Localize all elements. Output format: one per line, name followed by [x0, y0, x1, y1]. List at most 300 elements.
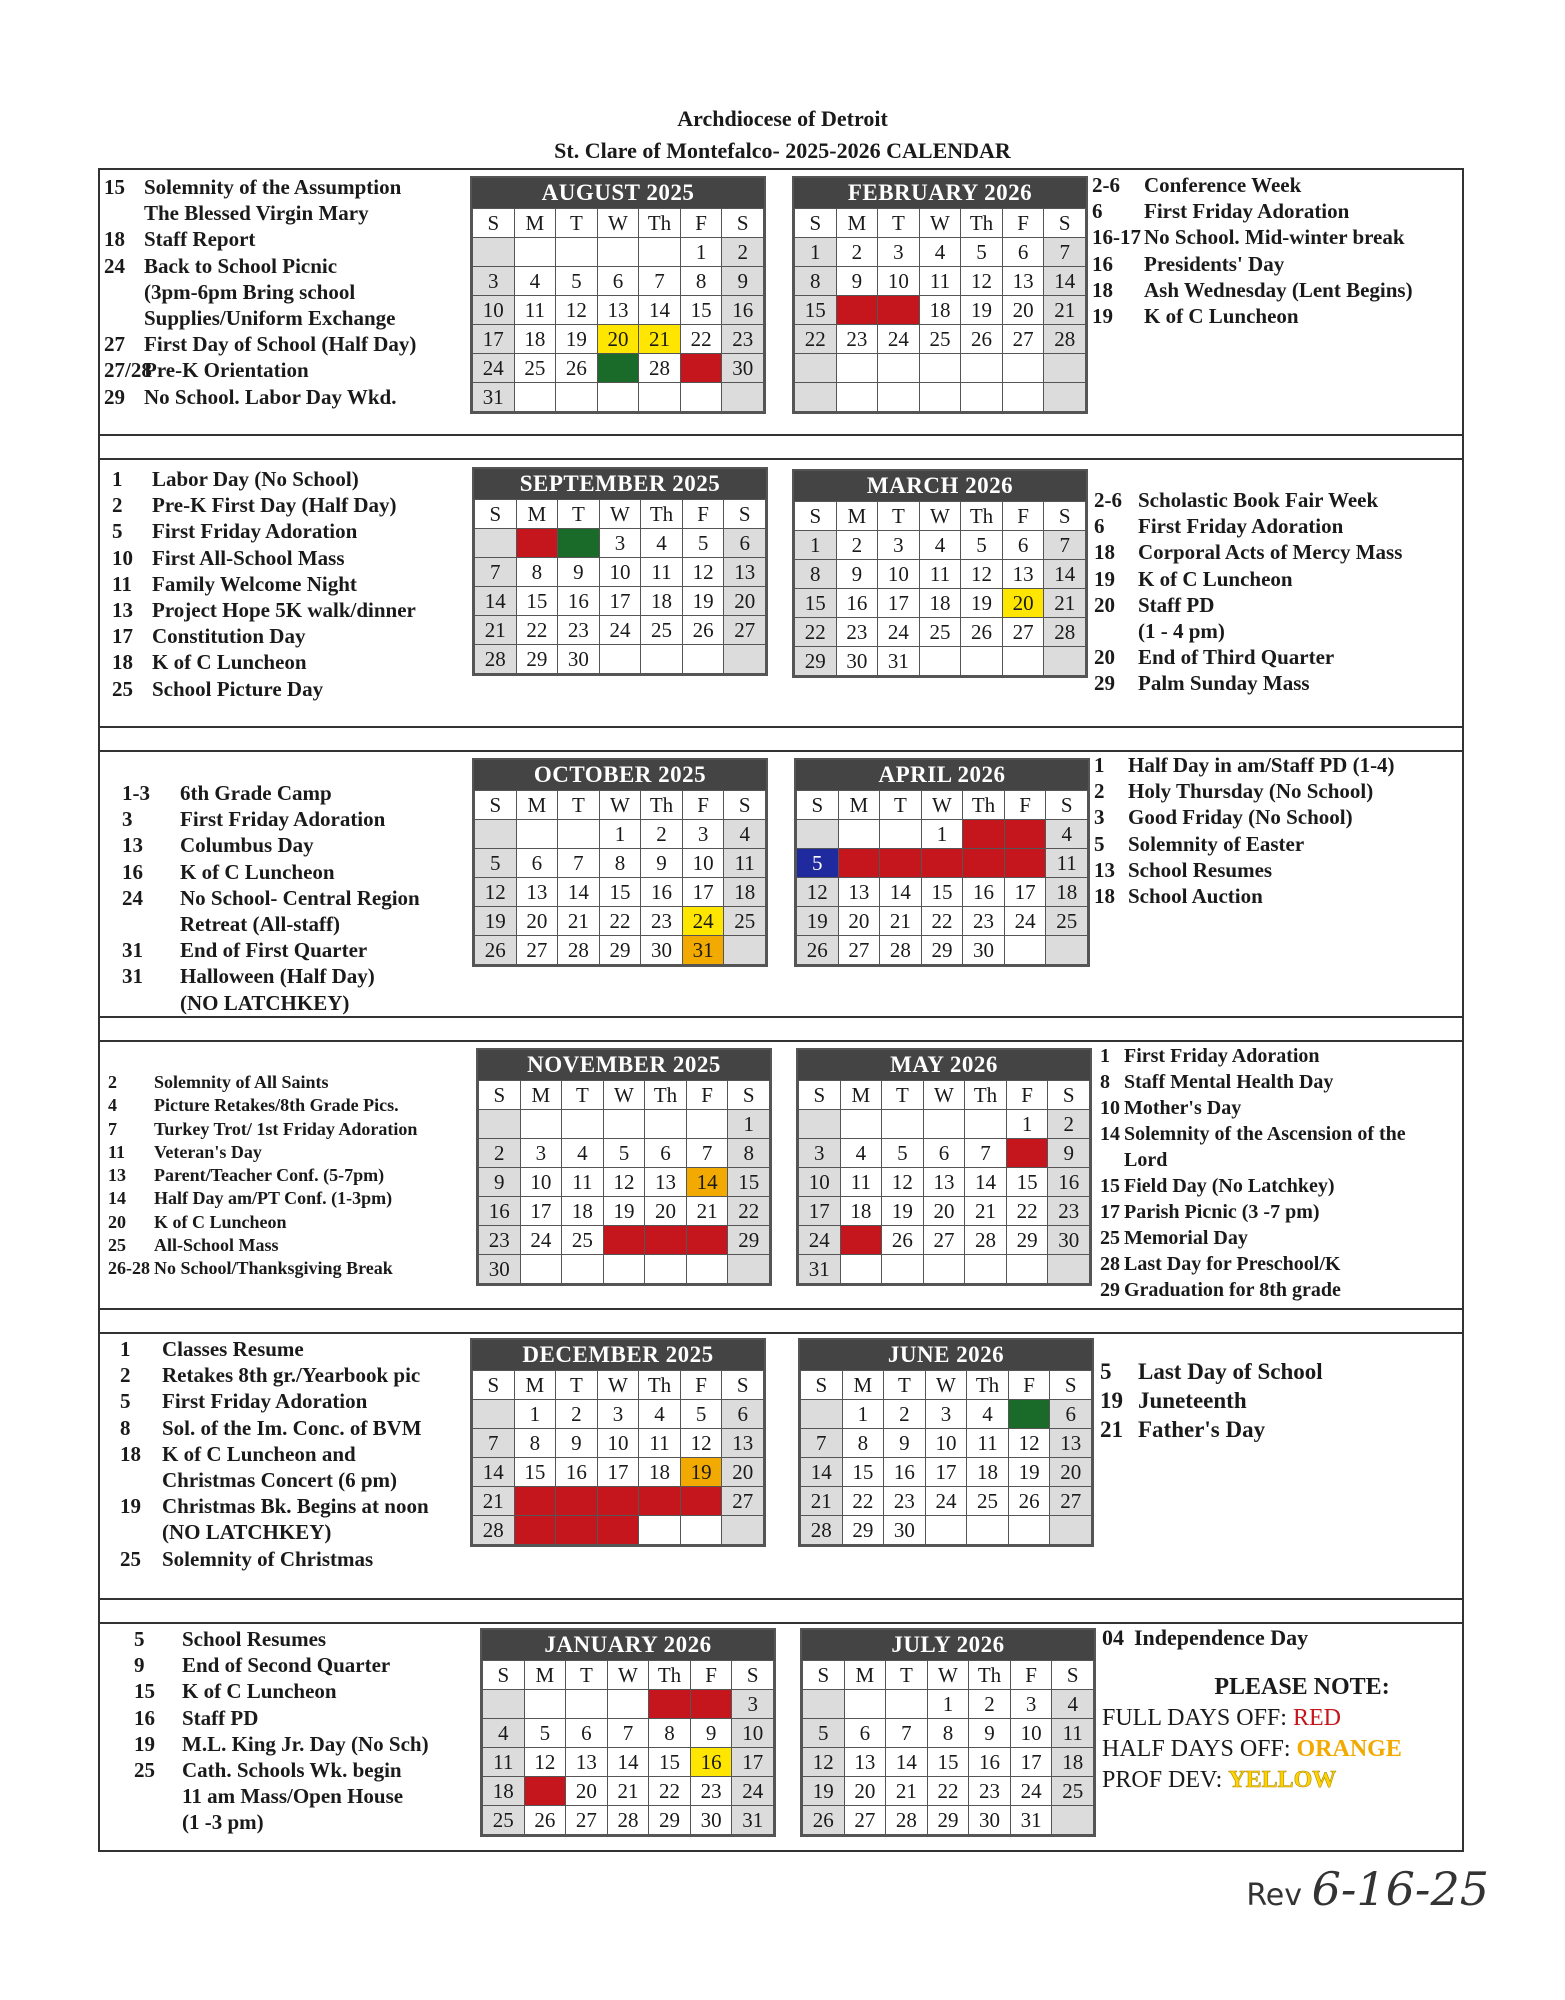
weekday-header: S	[722, 209, 764, 238]
event-item	[1094, 513, 1460, 539]
week-row	[479, 1139, 770, 1168]
event-item	[1100, 1147, 1462, 1173]
day-cell: 1	[927, 1690, 969, 1719]
day-cell: 31	[799, 1255, 841, 1284]
event-date: 27/28	[104, 358, 152, 383]
event-date: 31	[122, 938, 143, 963]
event-text: Half Day am/PT Conf. (1-3pm)	[154, 1188, 393, 1209]
event-item	[1100, 1386, 1460, 1415]
day-cell: 6	[1050, 1400, 1092, 1429]
weekday-header: T	[880, 791, 922, 820]
day-cell: 16	[1048, 1168, 1090, 1197]
event-date: 7	[108, 1118, 117, 1139]
day-cell	[878, 354, 920, 383]
event-item	[134, 1809, 474, 1835]
day-cell: 20	[645, 1197, 687, 1226]
event-date: 25	[112, 676, 133, 701]
month-calendar	[792, 176, 1088, 414]
day-cell: 12	[961, 267, 1003, 296]
weekday-header: S	[473, 209, 515, 238]
weekday-header: T	[886, 1661, 928, 1690]
day-cell: 18	[1052, 1748, 1094, 1777]
weekday-header: S	[1050, 1371, 1092, 1400]
day-cell	[797, 820, 839, 849]
weekday-header: F	[680, 209, 722, 238]
event-text: Retreat (All-staff)	[180, 912, 340, 937]
day-cell: 7	[639, 267, 681, 296]
day-cell	[965, 1110, 1007, 1139]
day-cell: 16	[479, 1197, 521, 1226]
week-row	[803, 1690, 1094, 1719]
day-cell: 30	[556, 1516, 598, 1545]
event-date: 15	[134, 1679, 155, 1704]
day-cell	[919, 383, 961, 412]
day-cell: 15	[795, 589, 837, 618]
week-row	[803, 1777, 1094, 1806]
event-item	[104, 357, 454, 383]
day-cell: 24	[878, 618, 920, 647]
week-row	[797, 936, 1088, 965]
day-cell: 4	[919, 531, 961, 560]
day-cell: 25	[919, 618, 961, 647]
event-date: 11	[108, 1141, 126, 1162]
day-cell: 27	[1002, 618, 1044, 647]
event-text: Parent/Teacher Conf. (5-7pm)	[154, 1165, 385, 1186]
day-cell: 17	[1004, 878, 1046, 907]
day-cell: 9	[558, 558, 600, 587]
month-title: AUGUST 2025	[472, 178, 764, 208]
week-row	[795, 560, 1086, 589]
day-cell: 8	[921, 849, 963, 878]
day-cell: 18	[641, 587, 683, 616]
day-cell: 12	[556, 296, 598, 325]
day-cell: 2	[836, 531, 878, 560]
event-date: 18	[104, 227, 125, 252]
day-cell: 4	[639, 1400, 681, 1429]
day-cell	[923, 1255, 965, 1284]
day-cell: 9	[690, 1719, 732, 1748]
day-cell	[556, 238, 598, 267]
weekday-header: T	[558, 791, 600, 820]
month-calendar	[470, 1338, 766, 1547]
day-cell: 23	[641, 907, 683, 936]
day-cell: 19	[603, 1197, 645, 1226]
day-cell: 15	[599, 878, 641, 907]
weekday-header: F	[1006, 1081, 1048, 1110]
event-date: 11	[112, 571, 132, 596]
day-cell: 5	[1008, 1400, 1050, 1429]
event-date: 1	[120, 1337, 131, 1361]
day-cell: 21	[475, 616, 517, 645]
event-item	[1094, 857, 1460, 883]
day-cell: 10	[682, 849, 724, 878]
day-cell: 7	[473, 1429, 515, 1458]
day-cell: 1	[514, 1400, 556, 1429]
weekday-header: S	[1044, 209, 1086, 238]
week-row	[473, 1516, 764, 1545]
weekday-header: M	[842, 1371, 884, 1400]
day-cell: 5	[803, 1719, 845, 1748]
day-cell: 20	[1050, 1458, 1092, 1487]
day-cell: 1	[680, 238, 722, 267]
event-text: Project Hope 5K walk/dinner	[152, 598, 416, 623]
day-cell	[597, 383, 639, 412]
day-cell: 22	[599, 907, 641, 936]
week-row	[475, 907, 766, 936]
event-item	[1100, 1199, 1462, 1225]
week-row	[479, 1110, 770, 1139]
day-cell: 14	[558, 878, 600, 907]
day-cell: 7	[965, 1139, 1007, 1168]
week-row	[795, 238, 1086, 267]
event-text: K of C Luncheon	[182, 1679, 337, 1704]
weekday-header: Th	[639, 209, 681, 238]
day-cell: 31	[597, 1516, 639, 1545]
day-cell: 11	[840, 1168, 882, 1197]
day-cell: 16	[836, 589, 878, 618]
event-item	[1100, 1121, 1462, 1147]
event-item	[108, 1094, 468, 1117]
day-cell: 5	[961, 531, 1003, 560]
day-cell: 28	[965, 1226, 1007, 1255]
day-cell: 15	[680, 296, 722, 325]
event-date: 20	[1094, 645, 1115, 670]
day-cell: 30	[836, 647, 878, 676]
event-item	[1092, 172, 1460, 198]
day-cell	[1044, 383, 1086, 412]
event-date: 1-3	[122, 781, 150, 805]
day-cell: 7	[1044, 238, 1086, 267]
event-date: 2	[1094, 779, 1105, 804]
day-cell: 19	[556, 325, 598, 354]
day-cell: 22	[516, 616, 558, 645]
weekday-header: S	[728, 1081, 770, 1110]
day-cell: 10	[1004, 849, 1046, 878]
weekday-header: F	[690, 1661, 732, 1690]
day-cell: 30	[722, 354, 764, 383]
day-cell: 12	[475, 878, 517, 907]
weekday-header: T	[556, 1371, 598, 1400]
day-cell	[801, 1400, 843, 1429]
event-date: 5	[1094, 831, 1105, 856]
day-cell: 4	[919, 238, 961, 267]
day-cell: 9	[969, 1719, 1011, 1748]
day-cell: 24	[473, 354, 515, 383]
weekday-header: Th	[645, 1081, 687, 1110]
day-cell	[799, 1110, 841, 1139]
day-cell: 17	[473, 325, 515, 354]
day-cell	[882, 1255, 924, 1284]
weekday-header: W	[599, 791, 641, 820]
day-cell: 27	[844, 1806, 886, 1835]
day-cell: 5	[797, 849, 839, 878]
day-cell: 18	[562, 1197, 604, 1226]
day-cell: 29	[921, 936, 963, 965]
weekday-header: M	[516, 791, 558, 820]
event-item	[120, 1362, 472, 1388]
day-cell: 27	[1050, 1487, 1092, 1516]
day-cell: 6	[566, 1719, 608, 1748]
event-item	[1102, 1624, 1462, 1652]
event-item	[1100, 1225, 1462, 1251]
event-text: K of C Luncheon and	[162, 1441, 356, 1466]
event-item	[122, 937, 462, 963]
weekday-header: S	[483, 1661, 525, 1690]
event-text: Independence Day	[1134, 1625, 1309, 1650]
day-cell	[722, 1516, 764, 1545]
weekday-header: T	[558, 500, 600, 529]
day-cell: 13	[566, 1748, 608, 1777]
day-cell: 23	[722, 325, 764, 354]
event-text: Solemnity of Christmas	[162, 1546, 374, 1571]
day-cell: 11	[919, 560, 961, 589]
month-title: MARCH 2026	[794, 471, 1086, 501]
header-line-1: Archdiocese of Detroit	[677, 106, 888, 131]
day-cell: 1	[795, 531, 837, 560]
event-date: 2	[120, 1363, 131, 1388]
event-date: 6	[1094, 514, 1105, 539]
event-item	[122, 990, 462, 1016]
day-cell	[514, 383, 556, 412]
day-cell	[686, 1110, 728, 1139]
day-cell: 25	[724, 907, 766, 936]
legend-prof-value: YELLOW	[1228, 1767, 1337, 1793]
day-cell: 20	[1002, 296, 1044, 325]
day-cell: 31	[1010, 1806, 1052, 1835]
week-row	[475, 878, 766, 907]
day-cell	[1044, 354, 1086, 383]
day-cell	[473, 238, 515, 267]
event-text: No School. Labor Day Wkd.	[144, 384, 397, 409]
event-date	[104, 200, 144, 226]
event-item	[1094, 592, 1460, 618]
weekday-header: S	[801, 1371, 843, 1400]
event-date: 2	[112, 493, 123, 518]
day-cell: 19	[682, 587, 724, 616]
event-text: Mother's Day	[1124, 1097, 1242, 1119]
day-cell: 25	[967, 1487, 1009, 1516]
weekday-header: W	[603, 1081, 645, 1110]
day-cell	[882, 1110, 924, 1139]
day-cell: 9	[641, 849, 683, 878]
event-text: Presidents' Day	[1144, 251, 1285, 276]
event-text: First Friday Adoration	[180, 807, 386, 832]
event-text: Solemnity of All Saints	[154, 1072, 329, 1092]
legend-title: PLEASE NOTE:	[1214, 1674, 1390, 1700]
events-dec	[120, 1336, 472, 1572]
weekday-header: W	[597, 1371, 639, 1400]
day-cell	[562, 1110, 604, 1139]
day-cell: 14	[639, 296, 681, 325]
event-text: M.L. King Jr. Day (No Sch)	[182, 1731, 429, 1756]
day-cell: 3	[682, 820, 724, 849]
day-cell: 30	[641, 936, 683, 965]
week-row	[803, 1806, 1094, 1835]
day-cell: 12	[1008, 1429, 1050, 1458]
week-row	[795, 267, 1086, 296]
event-item	[104, 253, 454, 279]
event-item	[1094, 566, 1460, 592]
day-cell: 15	[1006, 1168, 1048, 1197]
week-row	[479, 1168, 770, 1197]
week-row	[473, 1429, 764, 1458]
revision-stamp	[1246, 1862, 1489, 1916]
band-gap	[98, 1310, 1464, 1332]
event-text: Conference Week	[1144, 173, 1302, 197]
week-row	[473, 325, 764, 354]
event-date: 19	[1094, 566, 1115, 591]
month-title: DECEMBER 2025	[472, 1340, 764, 1370]
event-date	[120, 1519, 162, 1545]
weekday-header: M	[514, 209, 556, 238]
day-cell: 5	[603, 1139, 645, 1168]
month-calendar	[796, 1048, 1092, 1286]
day-cell: 3	[1010, 1690, 1052, 1719]
weekday-header: F	[1010, 1661, 1052, 1690]
day-cell: 28	[801, 1516, 843, 1545]
event-item	[112, 623, 462, 649]
day-cell: 18	[514, 325, 556, 354]
weekday-header: F	[1002, 209, 1044, 238]
day-cell	[1048, 1255, 1090, 1284]
week-row	[483, 1748, 774, 1777]
weekday-header: F	[680, 1371, 722, 1400]
day-cell: 8	[1006, 1139, 1048, 1168]
event-text: Staff Report	[144, 227, 256, 252]
day-cell: 25	[919, 325, 961, 354]
day-cell: 15	[516, 587, 558, 616]
event-date: 19	[134, 1731, 155, 1756]
day-cell	[961, 647, 1003, 676]
event-date: 18	[1094, 540, 1115, 565]
weekday-header: W	[925, 1371, 967, 1400]
event-item	[108, 1141, 468, 1164]
day-cell	[641, 645, 683, 674]
day-cell: 6	[722, 1400, 764, 1429]
event-item	[134, 1626, 474, 1652]
day-cell: 21	[1044, 296, 1086, 325]
day-cell: 14	[1044, 267, 1086, 296]
day-cell: 11	[1052, 1719, 1094, 1748]
event-text: (3pm-6pm Bring school	[144, 279, 356, 304]
day-cell: 21	[639, 325, 681, 354]
event-date: 5	[112, 519, 123, 544]
day-cell: 10	[799, 1168, 841, 1197]
events-jul	[1102, 1624, 1462, 1652]
event-date: 1	[1094, 753, 1105, 777]
event-item	[112, 571, 462, 597]
legend-note	[1102, 1672, 1462, 1796]
day-cell: 6	[838, 849, 880, 878]
day-cell: 23	[1048, 1197, 1090, 1226]
day-cell: 15	[842, 1458, 884, 1487]
day-cell	[1044, 647, 1086, 676]
event-date: 25	[120, 1546, 141, 1571]
day-cell: 16	[836, 296, 878, 325]
event-date: 5	[120, 1389, 131, 1414]
day-cell	[603, 1110, 645, 1139]
day-cell: 25	[1052, 1777, 1094, 1806]
event-date: 16-17	[1092, 225, 1141, 250]
day-cell	[836, 354, 878, 383]
day-cell	[645, 1255, 687, 1284]
week-row	[475, 936, 766, 965]
weekday-header: M	[844, 1661, 886, 1690]
day-cell: 28	[475, 645, 517, 674]
event-date: 25	[108, 1235, 126, 1256]
weekday-header: Th	[641, 500, 683, 529]
event-text: Pre-K Orientation	[144, 358, 309, 383]
month-calendar	[472, 758, 768, 967]
event-item	[120, 1467, 472, 1493]
band-gap	[98, 1018, 1464, 1040]
day-cell	[919, 354, 961, 383]
event-text: K of C Luncheon	[1144, 304, 1299, 329]
day-cell: 12	[882, 1168, 924, 1197]
day-cell: 25	[641, 616, 683, 645]
day-cell: 26	[961, 618, 1003, 647]
week-row	[795, 531, 1086, 560]
event-date	[122, 911, 180, 937]
event-text: First Friday Adoration	[1138, 514, 1344, 539]
day-cell	[597, 238, 639, 267]
day-cell: 16	[556, 1458, 598, 1487]
week-row	[475, 645, 766, 674]
day-cell: 16	[884, 1458, 926, 1487]
week-row	[797, 849, 1088, 878]
event-item	[134, 1731, 474, 1757]
weekday-header: M	[524, 1661, 566, 1690]
weekday-header: F	[1008, 1371, 1050, 1400]
event-date: 13	[1094, 857, 1115, 882]
day-cell: 3	[878, 238, 920, 267]
event-text: First Friday Adoration	[152, 519, 358, 544]
day-cell: 4	[840, 1139, 882, 1168]
day-cell: 26	[803, 1806, 845, 1835]
day-cell	[803, 1690, 845, 1719]
day-cell	[475, 820, 517, 849]
day-cell: 6	[923, 1139, 965, 1168]
day-cell: 8	[795, 560, 837, 589]
day-cell: 23	[836, 618, 878, 647]
event-item	[112, 676, 462, 702]
day-cell: 3	[799, 1139, 841, 1168]
event-text: First All-School Mass	[152, 545, 345, 570]
legend-prof	[1102, 1765, 1462, 1796]
day-cell: 9	[836, 560, 878, 589]
event-date: 1	[112, 467, 123, 491]
day-cell: 19	[882, 1197, 924, 1226]
day-cell: 26	[603, 1226, 645, 1255]
event-date: 14	[1100, 1123, 1120, 1145]
month-title: OCTOBER 2025	[474, 760, 766, 790]
weekday-header: W	[597, 209, 639, 238]
day-cell: 10	[925, 1429, 967, 1458]
day-cell: 7	[801, 1429, 843, 1458]
event-date: 26-28	[108, 1258, 150, 1279]
day-cell: 31	[878, 647, 920, 676]
event-date	[122, 990, 180, 1016]
event-text: Juneteenth	[1138, 1388, 1247, 1413]
day-cell: 31	[732, 1806, 774, 1835]
event-text: Staff PD	[182, 1705, 259, 1730]
weekday-header: S	[803, 1661, 845, 1690]
event-text: Staff PD	[1138, 592, 1215, 617]
week-row	[797, 878, 1088, 907]
day-cell: 7	[1044, 531, 1086, 560]
day-cell: 3	[878, 531, 920, 560]
day-cell	[1002, 647, 1044, 676]
